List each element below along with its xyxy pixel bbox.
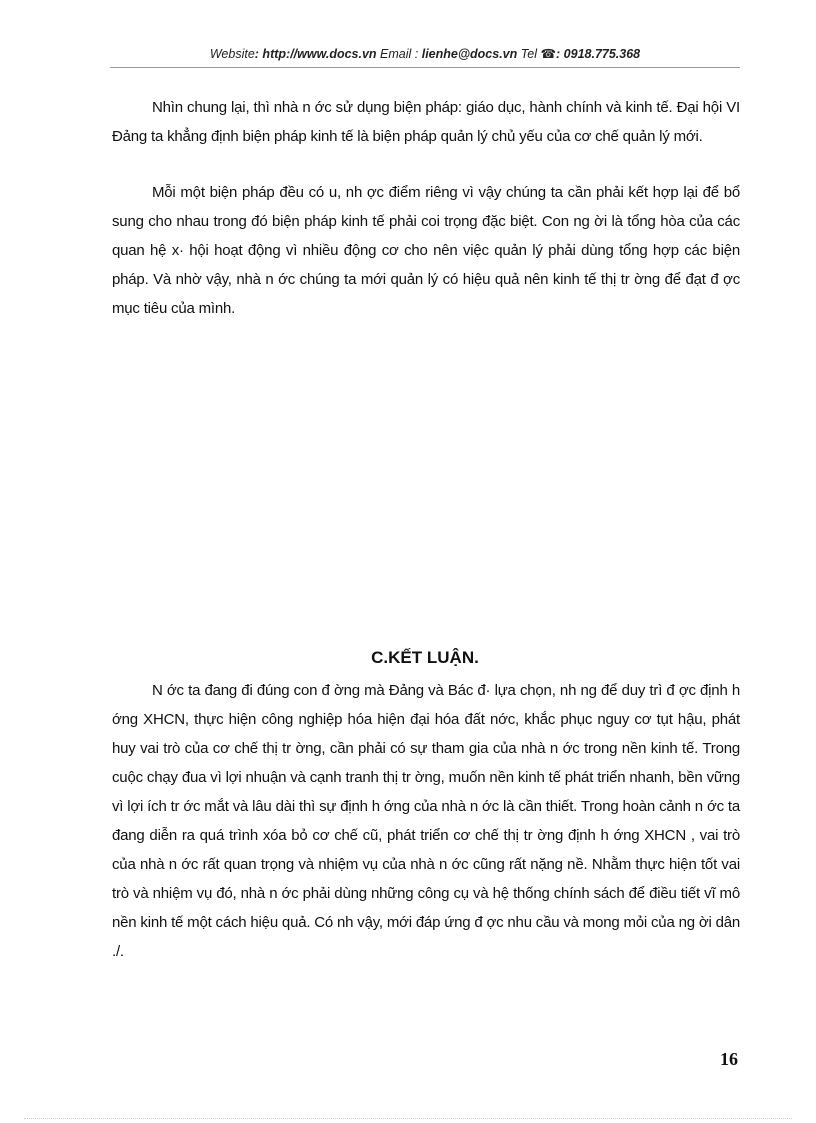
conclusion-block bbox=[112, 676, 740, 966]
website-label: Website bbox=[209, 47, 255, 61]
page-header bbox=[110, 46, 740, 61]
email-label: Email : bbox=[376, 47, 419, 61]
conclusion-paragraph: N ớc ta đang đi đúng con đ ờng mà Đảng và Bác đ· lựa chọn, nh ng để duy trì đ ợc định h ớng XHCN, thực hiện công nghiệp hóa hiện đại hóa đất nớc, khắc phục nguy cơ tụt hậu, phát huy vai trò của cơ chế thị tr ờng, cần phải có sự tham gia của nhà n ớc trong nền kinh tế. Trong cuộc chạy đua vì lợi nhuận và cạnh tranh thị tr ờng, muốn nền kinh tế phát triển nhanh, bền vững vì lợi ích tr ớc mắt và lâu dài thì sự định h ớng của nhà n ớc là cần thiết. Trong hoàn cảnh n ớc ta đang diễn ra quá trình xóa bỏ cơ chế cũ, phát triển cơ chế thị tr ờng định h ớng XHCN , vai trò của nhà n ớc rất quan trọng và nhiệm vụ của nhà n ớc cũng rất nặng nề. Nhằm thực hiện tốt vai trò và nhiệm vụ đó, nhà n ớc phải dùng những công cụ và hệ thống chính sách để điều tiết vĩ mô nền kinh tế một cách hiệu quả. Có nh vậy, mới đáp ứng đ ợc nhu cầu và mong mỏi của ng ời dân ./. bbox=[112, 682, 740, 960]
paragraph-1-block bbox=[112, 93, 740, 151]
website-link[interactable]: : http://www.docs.vn bbox=[254, 47, 377, 61]
page-number: 16 bbox=[720, 1049, 738, 1069]
conclusion-heading: C.KẾT LUẬN. bbox=[371, 648, 479, 667]
paragraph-2-block bbox=[112, 178, 740, 323]
header-divider bbox=[110, 67, 740, 68]
footer-divider bbox=[24, 1118, 792, 1119]
tel-label: Tel bbox=[517, 47, 541, 61]
tel-value: ☎: 0918.775.368 bbox=[540, 47, 641, 61]
paragraph-1: Nhìn chung lại, thì nhà n ớc sử dụng biện pháp: giáo dục, hành chính và kinh tế. Đại hội VI Đảng ta khẳng định biện pháp kinh tế là biện pháp quản lý chủ yếu của cơ chế quản lý mới. bbox=[112, 99, 740, 145]
paragraph-2: Mỗi một biện pháp đều có u, nh ợc điểm riêng vì vậy chúng ta cần phải kết hợp lại để bổ sung cho nhau trong đó biện pháp kinh tế phải coi trọng đặc biệt. Con ng ời là tổng hòa của các quan hệ x· hội hoạt động vì nhiều động cơ cho nên việc quản lý phải dùng tổng hợp các biện pháp. Và nhờ vậy, nhà n ớc chúng ta mới quản lý có hiệu quả nên kinh tế thị tr ờng để đạt đ ợc mục tiêu của mình. bbox=[112, 184, 740, 317]
email-link[interactable]: lienhe@docs.vn bbox=[418, 47, 518, 61]
